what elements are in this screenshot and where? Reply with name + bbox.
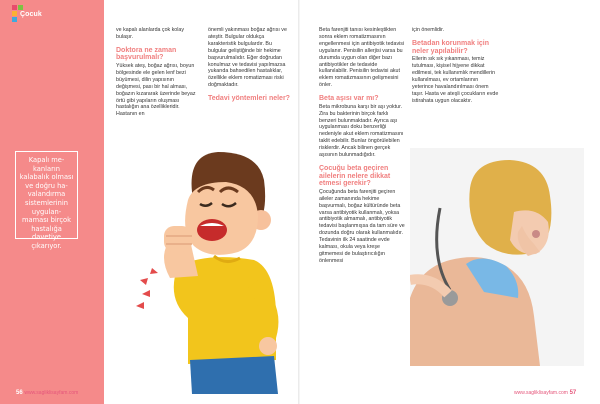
open-mouth	[197, 219, 227, 241]
logo-square-icon	[18, 5, 23, 10]
paragraph: Yüksek ateş, boğaz ağrısı, boyun bölgesinde ele gelen lenf bezi büyümesi, dilin yapısının değişmesi, pası bir hal alması, boğazın kızararak üzerinde beyaz örtü gibi yapıların oluşması hastalığın ana özellikleridir. Hastanın en	[116, 63, 196, 118]
right-column-2	[412, 27, 500, 104]
hand	[259, 337, 277, 355]
coughing-boy-illustration	[108, 148, 292, 394]
logo-square-icon	[12, 11, 17, 16]
paragraph: Beta farenjiti tanısı kesinleştikten sonra eklem romatizmasının engellenmesi için antibiyotik tedavisi uygulanır. Penisilin allerjisi varsa bu durumda uygun olan diğer bazı antibiyotikler de tedavide kullanılabilir. Penisilin tedavisi akut eklem romatizmasının gelişmesini önler.	[319, 27, 405, 89]
subheading: Tedavi yöntemleri neler?	[208, 95, 290, 103]
face	[185, 182, 258, 255]
subheading: Doktora ne zaman başvurulmalı?	[116, 46, 177, 62]
page-number: 57	[569, 390, 577, 396]
girl-examination-photo	[410, 148, 584, 366]
logo-text: Çocuk	[20, 11, 42, 18]
blue-pants	[190, 356, 278, 394]
subheading: Çocuğu beta geçiren ailelerin nelere dikkat etmesi gerekir?	[319, 165, 391, 188]
pull-quote-box	[15, 151, 78, 250]
left-column-1	[116, 27, 200, 118]
left-column-2	[208, 27, 292, 104]
cocuk-logo	[12, 5, 52, 21]
left-folio	[16, 390, 78, 396]
fist	[164, 226, 192, 252]
cough-marks-icon	[136, 268, 158, 309]
website-link[interactable]: www.sagliklisayfam.com	[24, 390, 79, 396]
paragraph: Beta mikrobuna karşı bir aşı yoktur. Zira bu bakterinin birçok farklı benzeri bulunmaktadır. Ayrıca aşı uygulanması doku benzerliği nedeniyle akut eklem romatizmasını taklit edebilir. Bunlar öngörülebilen risklerdir. Ancak bilinen gerçek aşısının bulunmadığıdır.	[319, 103, 404, 159]
logo-square-icon	[12, 5, 17, 10]
subheading: Beta aşısı var mı?	[319, 95, 379, 103]
paragraph: için önemlidir.	[412, 27, 445, 33]
website-link[interactable]: www.sagliklisayfam.com	[514, 390, 568, 396]
right-column-1	[319, 27, 405, 265]
subheading: Betadan korunmak için neler yapılabilir?	[412, 39, 490, 55]
logo-square-icon	[12, 17, 17, 22]
paragraph: Ellerin sık sık yıkanması, temiz tutulması, kişisel hijyene dikkat edilmesi, tek kullanımlık mendillerin kullanılması, ev ortamlarının yeterince havalandırılması önem taşır. Hasta ve ateşli çocukların evde istirahata uygun olacaktır.	[412, 56, 499, 104]
paragraph: ve kapalı alanlarda çok kolay bulaşır.	[116, 27, 185, 40]
open-mouth	[532, 230, 540, 238]
page-number: 56	[16, 390, 23, 396]
paragraph: Çocuğunda beta farenjiti geçiren aileler zamanında hekime başvurmalı, boğaz kültüründe beta varsa antibiyotik kullanmalı, yoksa antibiyotik almamalı, antibiyotik tedavisi başlanmışsa da tam süre ve dozunda doğru olarak kullanmalıdır. Tedavinin ilk 24 saatinde evde kalması, okula veya kreşe gitmemesi de bulaştırıcılığın önlenmesi	[319, 188, 405, 264]
paragraph: önemli yakınması boğaz ağrısı ve ateştir. Bulgular oldukça karakteristik bulgulardır. Bu bulgular geliştiğinde bir hekime başvurulmalıdır. Eğer doğrudan konulmaz ve tedavisi yapılmazsa yukarıda bahsedilen hastalıklar, özellikle eklem romatizması riski doğmaktadır.	[208, 27, 287, 89]
right-folio	[514, 390, 576, 396]
pull-quote-text: Kapalı me-kanların kalabalık olması ve doğru ha-valandırma sistemlerinin uygulan-maması birçok hastalığa davetiye çıkarıyor.	[19, 156, 74, 250]
